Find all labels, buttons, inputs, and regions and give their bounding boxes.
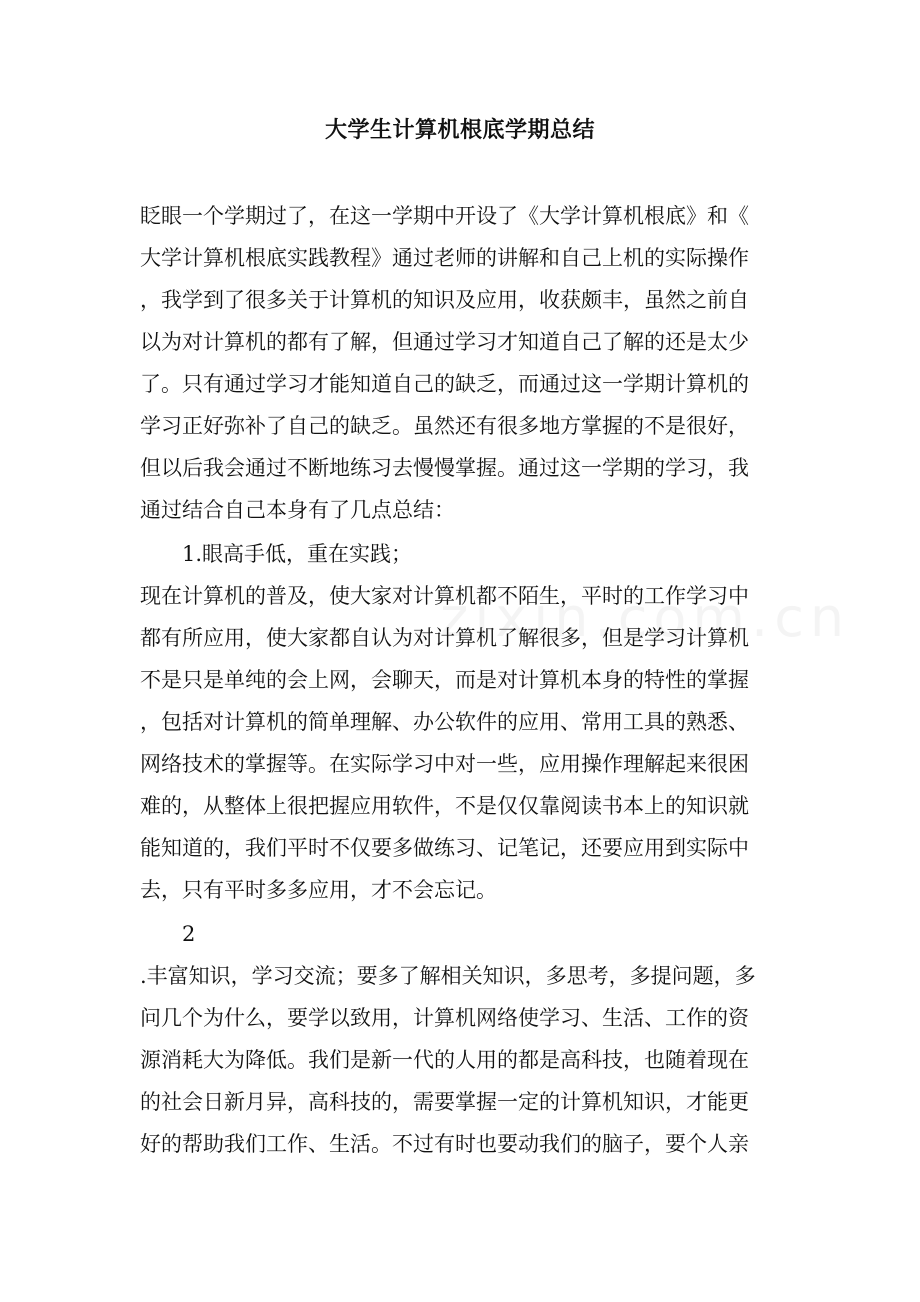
- paragraph-line: ，包括对计算机的简单理解、办公软件的应用、常用工具的熟悉、: [140, 710, 749, 734]
- document-title: 大学生计算机根底学期总结: [324, 117, 595, 143]
- paragraph-line: 现在计算机的普及，使大家对计算机都不陌生，平时的工作学习中: [140, 584, 749, 608]
- paragraph-line: 都有所应用，使大家都自认为对计算机了解很多，但是学习计算机: [140, 626, 749, 650]
- paragraph-line: 大学计算机根底实践教程》通过老师的讲解和自己上机的实际操作: [140, 246, 749, 270]
- paragraph-line: 的社会日新月异，高科技的，需要掌握一定的计算机知识，才能更: [140, 1090, 749, 1114]
- paragraph-line: 通过结合自己本身有了几点总结：: [140, 498, 455, 522]
- paragraph-line: .丰富知识，学习交流；要多了解相关知识，多思考，多提问题，多: [140, 964, 756, 988]
- paragraph-line: 源消耗大为降低。我们是新一代的人用的都是高科技，也随着现在: [140, 1048, 749, 1072]
- paragraph-line: 好的帮助我们工作、生活。不过有时也要动我们的脑子，要个人亲: [140, 1132, 749, 1156]
- paragraph-line: 不是只是单纯的会上网，会聊天，而是对计算机本身的特性的掌握: [140, 668, 749, 692]
- paragraph-line: 去，只有平时多多应用，才不会忘记。: [140, 878, 497, 902]
- paragraph-line: 以为对计算机的都有了解，但通过学习才知道自己了解的还是太少: [140, 330, 749, 354]
- paragraph-line: 难的，从整体上很把握应用软件，不是仅仅靠阅读书本上的知识就: [140, 794, 749, 818]
- paragraph-line: 学习正好弥补了自己的缺乏。虽然还有很多地方掌握的不是很好，: [140, 414, 749, 438]
- paragraph-line: 能知道的，我们平时不仅要多做练习、记笔记，还要应用到实际中: [140, 836, 749, 860]
- paragraph-line: ，我学到了很多关于计算机的知识及应用，收获颇丰，虽然之前自: [140, 288, 749, 312]
- paragraph-line: 问几个为什么，要学以致用，计算机网络使学习、生活、工作的资: [140, 1006, 749, 1030]
- paragraph-line: 了。只有通过学习才能知道自己的缺乏，而通过这一学期计算机的: [140, 372, 749, 396]
- paragraph-line: 网络技术的掌握等。在实际学习中对一些，应用操作理解起来很困: [140, 752, 749, 776]
- paragraph-line: 但以后我会通过不断地练习去慢慢掌握。通过这一学期的学习，我: [140, 456, 749, 480]
- paragraph-line: 眨眼一个学期过了，在这一学期中开设了《大学计算机根底》和《: [140, 204, 749, 228]
- section-heading-1: 1.眼高手低，重在实践；: [182, 542, 413, 566]
- section-number-2: 2: [182, 922, 196, 946]
